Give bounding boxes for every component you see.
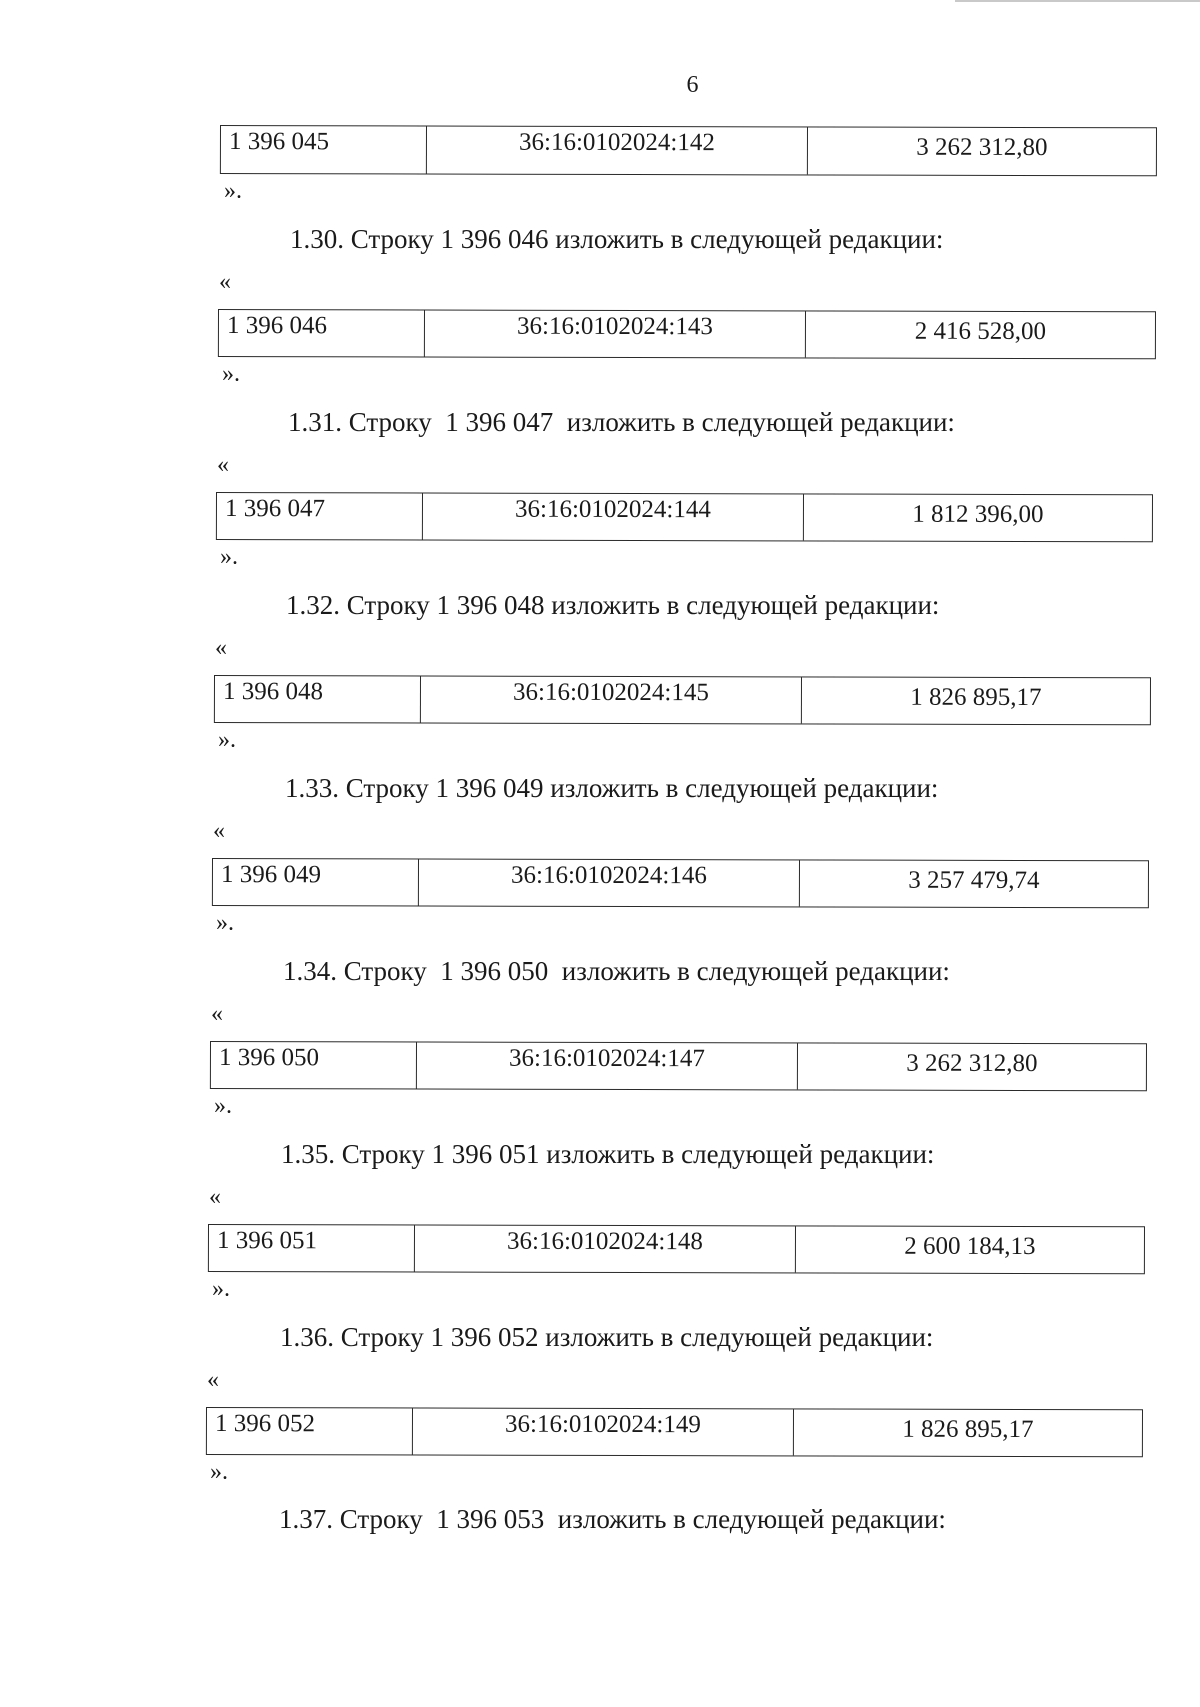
table-row [220,125,1157,176]
row-number-cell: 1 396 052 [207,1408,413,1455]
paragraph-heading: 1.33. Строку 1 396 049 изложить в следующей редакции: [285,773,939,803]
opening-quote: « [209,1184,221,1210]
table-row [210,1041,1147,1091]
cadastral-value-cell: 2 600 184,13 [904,1232,1036,1261]
table-row [212,858,1149,908]
cadastral-number-cell: 36:16:0102024:143 [425,311,806,358]
table-row [218,309,1156,359]
cadastral-value-cell: 3 257 479,74 [908,866,1040,895]
cadastral-number-cell: 36:16:0102024:142 [427,127,808,175]
cadastral-value-cell: 3 262 312,80 [916,133,1048,162]
cadastral-number-cell: 36:16:0102024:145 [421,677,802,724]
closing-quote: ». [222,361,240,387]
opening-quote: « [211,1001,223,1027]
row-number-cell: 1 396 047 [217,493,423,540]
closing-quote: ». [220,544,238,570]
paragraph-heading: 1.35. Строку 1 396 051 изложить в следующей редакции: [281,1139,935,1169]
closing-quote: ». [224,178,242,204]
closing-quote: ». [218,727,236,753]
row-number-cell: 1 396 046 [219,310,425,357]
row-number-cell: 1 396 051 [209,1225,415,1272]
opening-quote: « [215,635,227,661]
paragraph-heading: 1.36. Строку 1 396 052 изложить в следующей редакции: [280,1322,934,1352]
cadastral-number-cell: 36:16:0102024:144 [423,494,804,541]
paragraph-heading: 1.30. Строку 1 396 046 изложить в следующей редакции: [290,224,944,254]
closing-quote: ». [212,1276,230,1302]
paragraph-heading: 1.31. Строку 1 396 047 изложить в следующей редакции: [288,407,955,437]
table-row [214,675,1151,725]
row-number-cell: 1 396 045 [221,126,427,174]
cadastral-value-cell: 1 826 895,17 [902,1415,1034,1444]
cadastral-value-cell: 3 262 312,80 [906,1049,1038,1078]
cadastral-number-cell: 36:16:0102024:149 [413,1409,794,1456]
scan-edge-line [955,0,1200,2]
opening-quote: « [207,1367,219,1393]
table-row [206,1407,1143,1457]
cadastral-number-cell: 36:16:0102024:147 [417,1043,798,1090]
row-number-cell: 1 396 048 [215,676,421,723]
paragraph-heading: 1.32. Строку 1 396 048 изложить в следующей редакции: [286,590,940,620]
cadastral-number-cell: 36:16:0102024:146 [419,860,800,907]
table-row [208,1224,1145,1274]
table-row [216,492,1153,542]
cadastral-value-cell: 1 826 895,17 [910,683,1042,712]
opening-quote: « [219,269,231,295]
closing-quote: ». [210,1459,228,1485]
cadastral-number-cell: 36:16:0102024:148 [415,1226,796,1273]
paragraph-heading: 1.37. Строку 1 396 053 изложить в следующей редакции: [279,1504,946,1534]
paragraph-heading: 1.34. Строку 1 396 050 изложить в следующей редакции: [283,956,950,986]
opening-quote: « [213,818,225,844]
closing-quote: ». [214,1093,232,1119]
cadastral-value-cell: 1 812 396,00 [912,500,1044,529]
row-number-cell: 1 396 050 [211,1042,417,1089]
cadastral-value-cell: 2 416 528,00 [914,317,1047,346]
closing-quote: ». [216,910,234,936]
page-number: 6 [686,72,699,98]
opening-quote: « [217,452,229,478]
row-number-cell: 1 396 049 [213,859,419,906]
